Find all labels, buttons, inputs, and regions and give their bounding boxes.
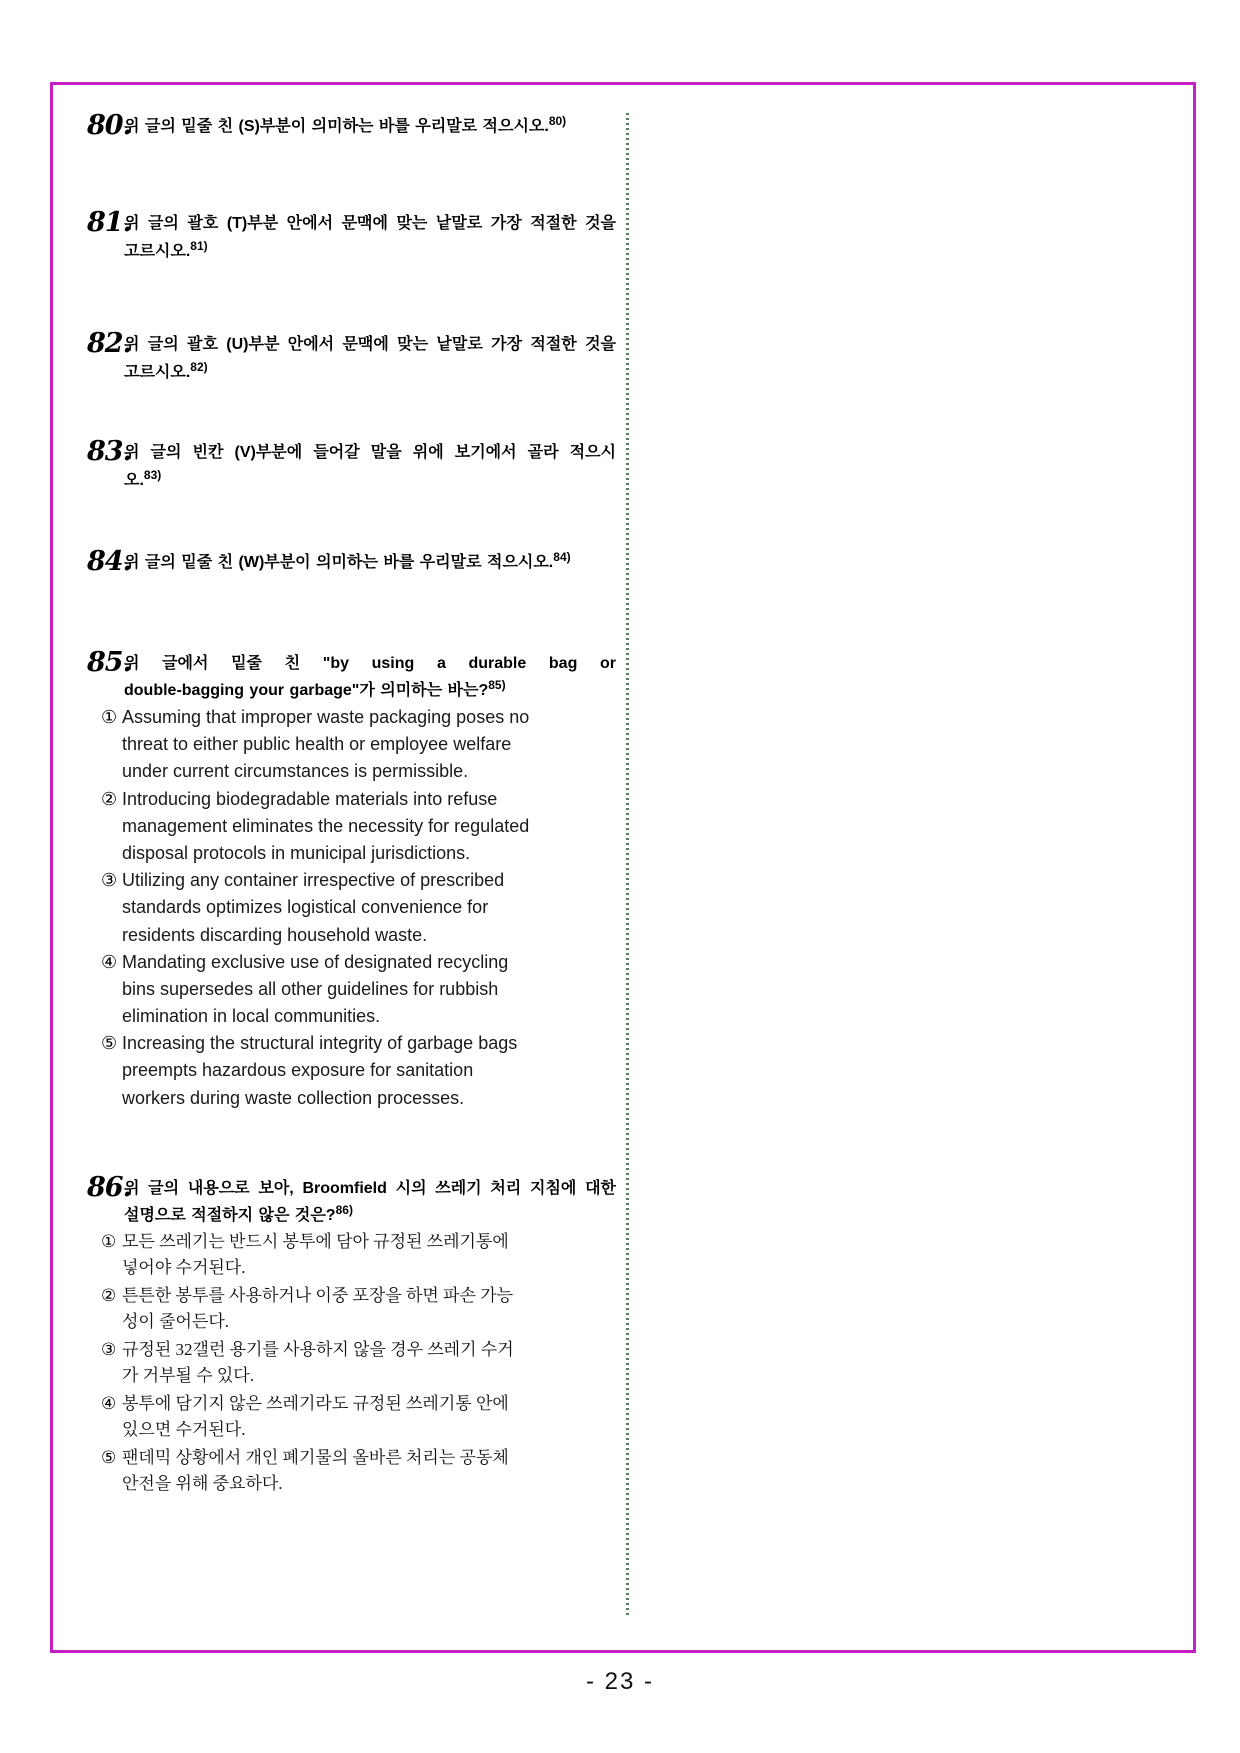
question-text-line: 위 글의 괄호 (U)부분 안에서 문맥에 맞는 낱말로 가장 적절한 것을 [124, 336, 616, 353]
option-marker: ⑤ [101, 1448, 117, 1468]
option-text-line: 튼튼한 봉투를 사용하거나 이중 포장을 하면 파손 가능 [122, 1286, 514, 1305]
question-84 [87, 546, 627, 577]
option-marker: ④ [101, 951, 118, 973]
option-text-line: 팬데믹 상황에서 개인 폐기물의 올바른 처리는 공동체 [122, 1448, 509, 1467]
question-text: double-bagging your garbage"가 의미하는 바는? [124, 682, 489, 699]
question-text-line [124, 677, 616, 704]
question-86 [87, 1172, 627, 1499]
question-number: 82. [87, 328, 131, 359]
option-item [101, 1030, 616, 1112]
option-item [101, 1337, 616, 1389]
question-text-line [124, 238, 616, 266]
option-marker: ⑤ [101, 1033, 118, 1055]
option-text-line: bins supersedes all other guidelines for rubbish [122, 978, 499, 999]
question-text: 설명으로 적절하지 않은 것은? [124, 1207, 336, 1224]
question-text: 오. [124, 472, 144, 489]
question-text-line: 위 글의 괄호 (T)부분 안에서 문맥에 맞는 낱말로 가장 적절한 것을 [124, 215, 616, 232]
option-text-line: 성이 줄어든다. [122, 1312, 230, 1331]
option-text-line: Utilizing any container irrespective of prescribed [122, 870, 505, 891]
option-item [101, 1283, 616, 1335]
option-item [101, 1445, 616, 1497]
option-item [101, 1229, 616, 1281]
footnote-marker: 81) [190, 239, 208, 253]
question-81 [87, 207, 627, 266]
option-text-line: residents discarding household waste. [122, 924, 428, 945]
footnote-marker: 85) [488, 678, 506, 692]
option-text-line: disposal protocols in municipal jurisdictions. [122, 842, 471, 863]
question-text-line: 위 글에서 밑줄 친 "by using a durable bag or [124, 655, 616, 672]
question-text-line [124, 549, 616, 577]
option-marker: ② [101, 1286, 117, 1306]
footnote-marker: 80) [548, 114, 567, 128]
page-number: - 23 - [585, 1668, 654, 1695]
option-marker: ① [101, 1232, 117, 1252]
question-82 [87, 328, 627, 387]
option-item [101, 867, 616, 949]
question-number: 83. [87, 436, 131, 467]
option-text-line: 가 거부될 수 있다. [122, 1366, 254, 1385]
option-marker: ① [101, 707, 118, 728]
option-text-line: preempts hazardous exposure for sanitation [122, 1060, 474, 1081]
question-number: 85. [87, 647, 131, 678]
question-text: 위 글의 밑줄 친 (W)부분이 의미하는 바를 우리말로 적으시오. [124, 554, 554, 571]
option-text-line: 규정된 32갤런 용기를 사용하지 않을 경우 쓰레기 수거 [122, 1340, 514, 1359]
option-text-line: management eliminates the necessity for regulated [122, 815, 530, 836]
option-text-line: under current circumstances is permissible. [122, 761, 469, 782]
option-item [101, 786, 616, 868]
question-text-line [124, 359, 616, 387]
question-number: 84. [87, 546, 131, 577]
option-text-line: Introducing biodegradable materials into refuse [122, 788, 498, 809]
question-text-line [124, 1202, 616, 1229]
question-text: 위 글의 밑줄 친 (S)부분이 의미하는 바를 우리말로 적으시오. [124, 118, 549, 135]
option-marker: ④ [101, 1394, 117, 1414]
option-text-line: 있으면 수거된다. [122, 1420, 246, 1439]
option-text-line: 안전을 위해 중요하다. [122, 1474, 283, 1493]
footnote-marker: 82) [190, 360, 208, 374]
page-border-frame [50, 82, 1196, 1653]
option-item [101, 704, 616, 786]
question-number: 86. [87, 1172, 131, 1203]
question-83 [87, 436, 627, 495]
option-marker: ② [101, 788, 118, 810]
option-item [101, 949, 616, 1031]
option-text-line: Assuming that improper waste packaging poses no [122, 707, 530, 727]
question-text: 고르시오. [124, 364, 191, 381]
option-text-line: threat to either public health or employee welfare [122, 734, 512, 755]
option-text-line: 봉투에 담기지 않은 쓰레기라도 규정된 쓰레기통 안에 [122, 1394, 509, 1413]
question-text-line [124, 467, 616, 495]
footnote-marker: 84) [553, 550, 571, 564]
footnote-marker: 83) [143, 468, 162, 482]
question-text-line: 위 글의 빈칸 (V)부분에 들어갈 말을 위에 보기에서 골라 적으시 [124, 444, 616, 461]
option-text-line: Mandating exclusive use of designated recycling [122, 951, 509, 972]
option-text-line: elimination in local communities. [122, 1006, 381, 1027]
question-text-line [124, 113, 616, 141]
question-85 [87, 647, 627, 1112]
option-marker: ③ [101, 1340, 117, 1360]
option-text-line: workers during waste collection processes. [122, 1087, 465, 1108]
option-marker: ③ [101, 870, 118, 892]
question-text: 고르시오. [124, 243, 191, 260]
option-text-line: standards optimizes logistical convenience for [122, 897, 489, 918]
question-number: 80. [87, 110, 131, 141]
option-item [101, 1391, 616, 1443]
question-text-line: 위 글의 내용으로 보아, Broomfield 시의 쓰레기 처리 지침에 대한 [124, 1180, 616, 1197]
option-text-line: 넣어야 수거된다. [122, 1258, 246, 1277]
question-80 [87, 110, 627, 141]
option-text-line: 모든 쓰레기는 반드시 봉투에 담아 규정된 쓰레기통에 [122, 1232, 509, 1251]
question-number: 81. [87, 207, 131, 238]
option-text-line: Increasing the structural integrity of garbage bags [122, 1033, 518, 1054]
footnote-marker: 86) [335, 1203, 353, 1217]
